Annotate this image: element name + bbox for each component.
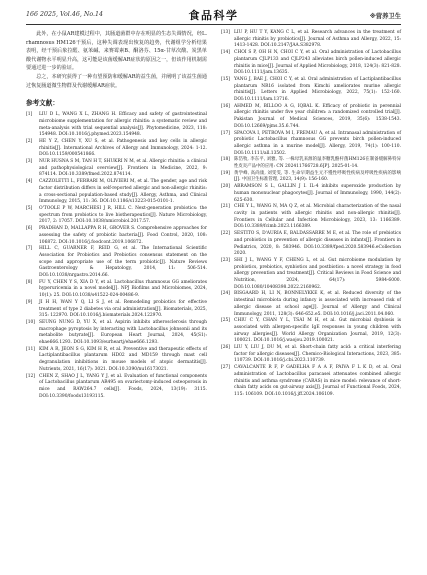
reference-text: LIU Y, LIU J, DU M, et al. Short-chain fatty acid: a critical interfering factor for allergic diseases[J]. Chemico-Biological Interactions, 2023, 385: 110739. DOI:10.1016/j.cbi.2023.110739.: [234, 345, 401, 364]
reference-text: SESTITO S, D'AURIA E, BALDASSARRE M E, et al. The role of prebiotics and probiotics in prevention of allergic diseases in infants[J]. Frontiers in Pediatrics, 2020, 8: 583946. DOI:10.3389/fped.2020.583946.eCollection 2020.: [234, 231, 401, 257]
reference-text: LIU D L, WANG X L, ZHANG H. Efficacy and safety of gastrointestinal microbiome supplementation for allergic rhinitis: a systematic review and meta-analysis with trial sequential analysis[J]. Phytomedicine, 2023, 118: 154948. DOI:10.1016/j.phymed.2023.154948.: [39, 112, 207, 138]
reference-text: KIM A R, JEON S G, KIM H R, et al. Preventive and therapeutic effects of Lactiplantibacillus plantarum HD02 and MD159 through mast cell degranulation inhibitions in mouse models of atopic dermatitis[J]. Nutrients, 2021, 16(17): 3021. DOI:10.3390/nu16173021.: [39, 346, 207, 372]
reference-item: [221, 231, 401, 258]
reference-item: [26, 280, 207, 300]
reference-number: [25]: [221, 318, 231, 324]
reference-number: [1]: [26, 112, 33, 118]
header-divider: [26, 24, 401, 25]
reference-number: [3]: [26, 159, 33, 165]
page-number-volume: 166 2025, Vol.46, No.14: [26, 11, 104, 18]
reference-item: [221, 365, 401, 399]
reference-item: [26, 159, 207, 179]
reference-number: [5]: [26, 206, 33, 211]
reference-item: [221, 318, 401, 345]
reference-number: [2]: [26, 138, 33, 144]
reference-text: PRADHAN D, MALLAPPA R H, GROVER S. Comprehensive approaches for assessing the safety of probiotic bacteria[J]. Food Control, 2020, 108: 106872. DOI:10.1016/j.foodcont.2019.106872.: [39, 226, 207, 245]
reference-item: [221, 291, 401, 318]
reference-number: [26]: [221, 345, 231, 351]
reference-number: [20]: [221, 184, 231, 190]
reference-number: [6]: [26, 226, 33, 232]
reference-item: [221, 184, 401, 204]
reference-item: [26, 112, 207, 139]
body-paragraph: 总之，本研究获得了一种有望预防和缓解AR的益生菌，并阐明了该益生菌通过恢复肠道微生物群及代谢缓解AR症状。: [26, 73, 207, 89]
reference-text: NUR HUSNA S M, TAN H T, SHUKRI N M, et al. Allergic rhinitis: a clinical and pathophysiological overview[J]. Frontiers in Medicine, 2022, 9: 874114. DOI:10.3389/fmed.2022.874114.: [39, 159, 207, 178]
reference-text: 陈岱牧, 李东平, 刘雅, 等. 一株母乳来源的鼠李糖乳酪杆菌HM126在制备缓解鼻特异性皮炎产品中的应用: CN 202411766728.6[P]. 2025-01-14.: [234, 157, 401, 170]
reference-item: [221, 171, 401, 184]
reference-item: [221, 104, 401, 131]
reference-number: [27]: [221, 365, 231, 371]
reference-text: CHE Y L, WANG N, MA Q Z, et al. Microbial characterization of the nasal cavity in patients with allergic rhinitis and non-allergic rhinitis[J]. Frontiers in Cellular and Infection Microbiology, 2023, 13: 1166389. DOI:10.3389/fcimb.2023.1166389.: [234, 204, 401, 230]
reference-number: [4]: [26, 179, 33, 185]
reference-text: SEUNG NUNG D, YU X, et al. Aspirin inhibits atherosclerosis through macrophage pyroptosis by interacting with Lactobacillus johnsonii and its metabolite butyrate[J]. European Heart Journal, 2024, 45(S1): ehae666.1293. DOI:10.1093/eurheartj/ehae666.1293.: [39, 319, 207, 346]
reference-text: HE Y Z, CHEN Y, XU S, et al. Pathogenesis and key cells in allergic rhinitis[J]. International Archives of Allergy and Immunology, 2024: 1-12. DOI:10.1159/000541866.: [39, 138, 207, 158]
reference-text: FU Y, CHEN Y S, XIA D Y, et al. Lactobacillus rhamnosus GG ameliorates hyperuricemia in a novel model[J]. NPJ Biofilms and Microbiomes, 2024, 10(1): 25. DOI:10.1038/s41522-024-00486-9.: [39, 279, 207, 299]
reference-number: [24]: [221, 291, 231, 297]
reference-text: JI H H, WAN Y Q, LI S J, et al. Remodeling probiotics for effective treatment of type 2 diabetes via oral administration[J]. Biomaterials, 2025, 315: 122970. DOI:10.1016/j.biomaterials.2024.122970.: [39, 299, 207, 319]
reference-number: [19]: [221, 170, 231, 176]
reference-text: CAZZOLETTI L, FERRARI M, OLIVIERI M, et al. The gender, age and risk factor distribution differs in self-reported allergic and non-allergic rhinitis: a cross-sectional population-based study[J]. Allergy, Asthma, and Clinical Immunology, 2015, 11: 36. DOI:10.1186/s13223-015-0101-1.: [39, 179, 207, 205]
reference-text: CAVALCANTE R F, P GADELHA F A A F, PAIVA F L K D, et al. Oral administration of Lactobacillus paracasei attenuates combined allergic rhinitis and asthma syndrome (CARAS) in mice model: relevance of short-chain fatty acids on gut-airway axis[J]. Journal of Functional Foods, 2024, 115: 106109. DOI:10.1016/j.jff.2024.106109.: [234, 365, 401, 397]
reference-item: [26, 139, 207, 159]
reference-list-right: [221, 30, 401, 399]
reference-item: [26, 320, 207, 347]
reference-text: BISGAARD H, LI N, BONNELYKKE K, et al. Reduced diversity of the intestinal microbiota during infancy is associated with increased risk of allergic disease at school age[J]. Journal of Allergy and Clinical Immunology, 2011, 128(3): 646-652.e5. DOI:10.1016/j.jaci.2011.04.060.: [234, 291, 401, 317]
reference-number: [22]: [221, 231, 231, 237]
reference-text: CHEN Z, SHAO J L, YANG Y J, et al. Evaluation of functional components of Lactobacillus plantarum AR495 on ovariectomy-induced osteoporosis in mice and RAW264.7 cells[J]. Foods, 2024, 13(19): 3115. DOI:10.3390/foods13193115.: [39, 373, 207, 399]
reference-number: [14]: [221, 50, 231, 56]
right-column: [221, 30, 401, 399]
reference-number: [23]: [221, 257, 231, 263]
reference-item: [221, 204, 401, 231]
reference-list-left: [26, 112, 207, 400]
reference-item: [221, 157, 401, 170]
section-label: ※营养卫生: [369, 13, 401, 20]
reference-number: [10]: [26, 319, 36, 325]
reference-item: [221, 30, 401, 50]
reference-item: [26, 246, 207, 280]
reference-item: [26, 300, 207, 320]
reference-text: SPACOVA I, PETROVA M I, FREMAU A, et al. Intranasal administration of probiotic Lactobacillus rhamnosus GG prevents birch pollen-induced allergic asthma in a murine model[J]. Allergy, 2019, 74(1): 100-110. DOI:10.1111/all.13502.: [234, 130, 401, 156]
reference-item: [221, 50, 401, 77]
reference-number: [18]: [221, 157, 231, 163]
reference-number: [16]: [221, 103, 231, 109]
reference-item: [26, 226, 207, 246]
reference-number: [11]: [26, 346, 36, 352]
reference-text: ABRAMSON S L, GALLIN J I. IL-4 inhibits superoxide production by human mononuclear phagocytes[J]. Journal of Immunology, 1990, 144(2): 625-630.: [234, 184, 401, 203]
reference-number: [17]: [221, 130, 231, 136]
reference-item: [221, 131, 401, 158]
reference-number: [8]: [26, 279, 33, 285]
reference-text: SHI J L, WANG Y F, CHENG L, et al. Gut microbiome modulation by probiotics, prebiotics, synbiotics and postbiotics: a novel strategy in food allergy prevention and treatment[J]. Critical Reviews in Food Science and Nutrition, 2024, 64(17): 5984-6000. DOI:10.1080/10408398.2022.2160962.: [234, 257, 401, 290]
reference-text: CHOI S P, OH H N, CHOI C Y, et al. Oral administration of Lactobacillus plantarum CJLP133 and CJLP243 alleviates birch pollen-induced allergic rhinitis in mice[J]. Journal of Applied Microbiology, 2018, 124(3): 821-828. DOI:10.1111/jam.13635.: [234, 50, 401, 76]
body-paragraph: 此外，在小鼠AR建模过程中，其肠道菌群中存在明显的生态失调情况，经L. rhamnosus HM126干预后，这种失调表现出恢复的趋势，代谢组学分析结果表明，经干预后象拉醛、氨苯碱、来赛霉素B、酮洛芬、15α-甘草次酸、炭黑单酸代谢物水平明显升高，这可能是该菌缓解AR症状的原因之一，但该作用机制需要通过进一步的验证。: [26, 31, 207, 72]
references-heading: 参考文献：: [26, 99, 59, 108]
reference-number: [12]: [26, 373, 36, 379]
reference-text: YANG J, BAE J, CHOI C Y, et al. Oral administration of Lactiplantibacillus plantarum NR16 isolated from Kimchi ameliorates murine allergic rhinitis[J]. Letters in Applied Microbiology, 2022, 75(1): 152-160. DOI:10.1111/lam.13716.: [234, 76, 401, 103]
reference-text: LIU P, HU T Y, KANG C L, et al. Research advances in the treatment of allergic rhinitis by probiotics[J]. Journal of Asthma and Allergy, 2022, 15: 1413-1428. DOI:10.2147/JAA.S382978.: [234, 30, 401, 49]
reference-text: O'TOOLE P W, MARCHESI J R, HILL C. Next-generation probiotics: the spectrum from probiotics to live biotherapeutics[J]. Nature Microbiology, 2017, 2: 17057. DOI:10.1038/nmicrobiol.2017.57.: [39, 206, 207, 225]
reference-text: AHMED M, BILLOO A G, IQBAL K. Efficacy of probiotic in perennial allergic rhinitis under five year children: a randomized controlled trial[J]. Pakistan Journal of Medical Sciences, 2019, 35(6): 1538-1543. DOI:10.12669/pjms.35.6.744.: [234, 103, 401, 129]
reference-text: HILL C, GUARNER F, REID G, et al. The International Scientific Association for Probiotics and Prebiotics consensus statement on the scope and appropriate use of the term probiotic[J]. Nature Reviews Gastroenterology & Hepatology, 2014, 11: 506-514. DOI:10.1038/nrgastro.2014.66.: [39, 246, 207, 279]
reference-item: [26, 374, 207, 401]
reference-number: [7]: [26, 246, 33, 252]
reference-item: [26, 179, 207, 206]
reference-item: [221, 258, 401, 292]
journal-title: 食品科学: [188, 9, 239, 22]
reference-number: [15]: [221, 76, 231, 82]
reference-item: [26, 206, 207, 226]
reference-number: [21]: [221, 204, 231, 210]
running-header: [26, 10, 401, 22]
left-column: [26, 30, 207, 400]
reference-text: 黄学峰, 高尚康, 刘雯雯, 等. 生命早期益生元不慢性呼吸性疾病及呼吸性疾病的影响[J]. 中国卫生标准管理, 2023, 14(9): 156-160.: [234, 170, 401, 183]
reference-item: [26, 347, 207, 374]
reference-number: [9]: [26, 299, 33, 305]
reference-number: [13]: [221, 30, 231, 35]
reference-item: [221, 77, 401, 104]
reference-text: CHIU C Y, CHAN Y L, TSAI M H, et al. Gut microbial dysbiosis is associated with allergen-specific IgE responses in young children with airway allergies[J]. World Allergy Organization Journal, 2019, 12(3): 100021. DOI:10.1016/j.waojou.2019.100021.: [234, 318, 401, 344]
reference-item: [221, 345, 401, 365]
